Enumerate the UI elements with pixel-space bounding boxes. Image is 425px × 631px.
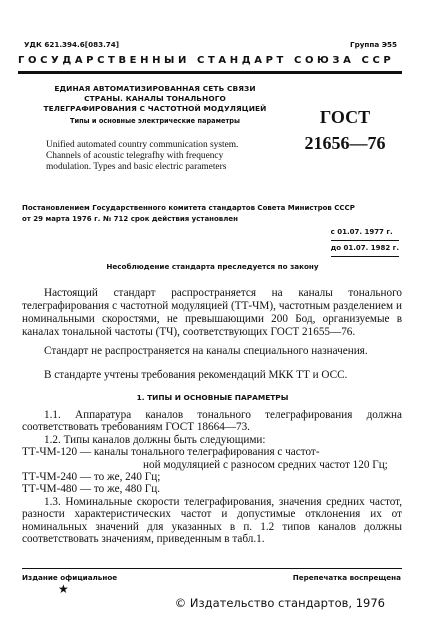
title-ru-subtitle: Типы и основные электрические параметры [70,117,240,125]
reprint-prohibited-label: Перепечатка воспрещена [292,573,401,582]
gost-number: 21656—76 [304,133,386,153]
footer-rule [22,568,402,569]
intro-text: В стандарте учтены требования рекомендаций МКК ТТ и ОСС. [44,369,348,381]
date-from: с 01.07. 1977 г. [331,225,399,241]
channel-type-480: ТТ-ЧМ-480 — то же, 480 Гц. [22,483,161,496]
intro-text: Стандарт не распространяется на каналы специального назначения. [44,345,368,357]
header-rule [18,71,402,74]
channel-type-120: ТТ-ЧМ-120 — каналы тонального телеграфирования с частот- [22,446,320,459]
udk-code: УДК 621.394.6[083.74] [24,40,120,49]
standard-banner: ГОСУДАРСТВЕННЫЙ СТАНДАРТ СОЮЗА ССР [18,55,395,66]
title-block-ru [20,84,290,125]
intro-paragraph-scope [22,287,402,339]
title-en-line2: Channels of acoustic telegrafhy with frequency [46,151,224,161]
official-edition-label: Издание официальное [22,573,118,582]
clause-1-2: 1.2. Типы каналов должны быть следующими: [44,433,266,446]
validity-dates [331,225,399,257]
legal-warning: Несоблюдение стандарта преследуется по закону [106,262,319,271]
title-block-en [46,140,296,173]
star-icon: ★ [58,582,69,596]
channel-type-240: ТТ-ЧМ-240 — то же, 240 Гц; [22,471,161,484]
channel-type-120-continued: ной модуляцией с разносом средних частот 120 Гц; [143,458,388,471]
date-to: до 01.07. 1982 г. [331,241,399,257]
section-body [22,409,402,545]
title-ru-line3: ТЕЛЕГРАФИРОВАНИЯ С ЧАСТОТНОЙ МОДУЛЯЦИЕЙ [43,104,267,113]
intro-text: Настоящий стандарт распространяется на каналы тонального телеграфирования с частотной модуляцией (ТТ-ЧМ), частотным разделением и номинальными скоростями, не превышающими 200 Бод, организуемые в каналах тональной частоты (ТЧ), соответствующих ГОСТ 21655—76. [22,287,402,338]
gost-label: ГОСТ [319,107,371,127]
title-ru-line1: ЕДИНАЯ АВТОМАТИЗИРОВАННАЯ СЕТЬ СВЯЗИ [54,84,256,93]
clause-1-3: 1.3. Номинальные скорости телеграфирования, значения средних частот, разности характеристических частот и допустимые отклонения их от номинальных значений для указанных в п. 1.2 типов каналов должны соответствовать значениям, приведенным в табл.1. [22,495,402,546]
clause-1-1: 1.1. Аппаратура каналов тонального телеграфирования должна соответствовать требованиям ГОСТ 18664—73. [22,409,402,434]
copyright-notice: © Издательство стандартов, 1976 [174,596,385,610]
group-code: Группа Э55 [350,40,397,49]
title-en-line3: modulation. Types and basic electric parameters [46,162,227,172]
section-heading: 1. ТИПЫ И ОСНОВНЫЕ ПАРАМЕТРЫ [136,393,289,402]
intro-paragraph-exclusion [22,345,402,358]
gost-designation [300,104,390,156]
intro-paragraph-recommendations [22,369,402,382]
decree-text [22,203,402,225]
title-ru-line2: СТРАНЫ. КАНАЛЫ ТОНАЛЬНОГО [84,94,226,103]
title-en-line1: Unified automated country communication system. [46,140,239,150]
decree-line2: от 29 марта 1976 г. № 712 срок действия установлен [22,215,238,223]
decree-line1: Постановлением Государственного комитета стандартов Совета Министров СССР [22,204,355,212]
